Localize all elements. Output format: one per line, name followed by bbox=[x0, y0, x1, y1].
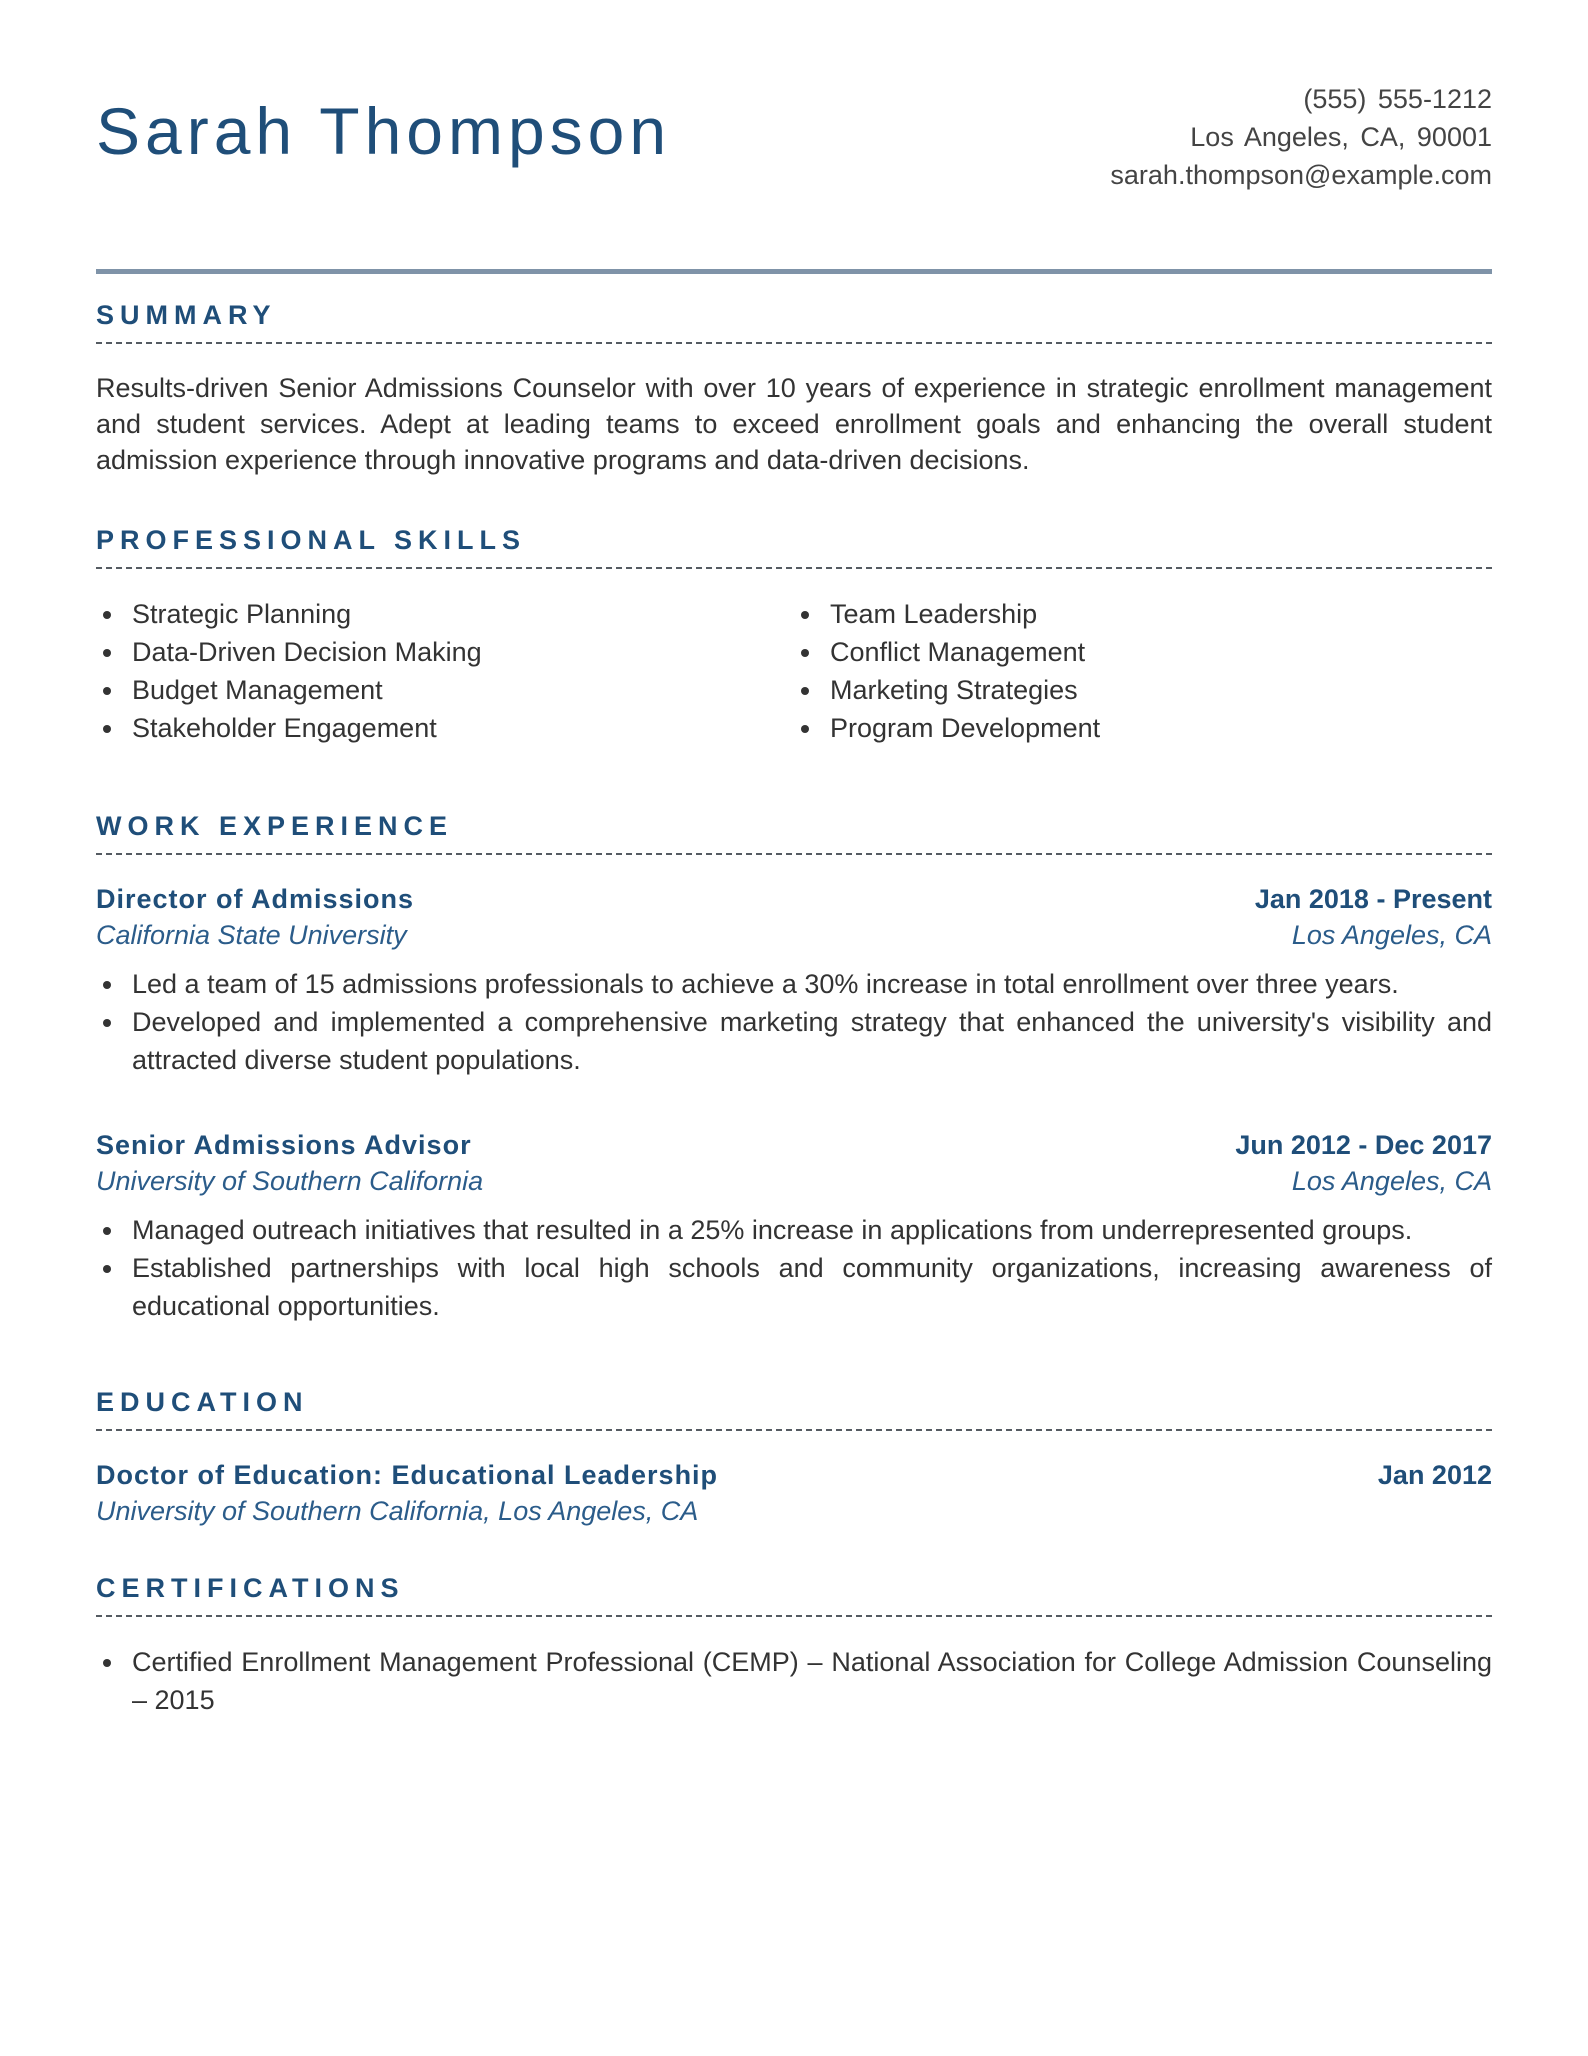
phone-number: (555) 555-1212 bbox=[1303, 84, 1492, 114]
job-organization: California State University bbox=[96, 920, 407, 950]
job-location: Los Angeles, CA bbox=[1291, 920, 1492, 950]
skills-column-right bbox=[794, 595, 1492, 747]
contact-info bbox=[1110, 80, 1492, 194]
education-date: Jan 2012 bbox=[1377, 1460, 1492, 1490]
certifications-list bbox=[96, 1643, 1492, 1719]
certification-item: Certified Enrollment Management Professional (CEMP) – National Association for College Admission Counseling – 2015 bbox=[96, 1643, 1492, 1719]
resume-header bbox=[96, 0, 1492, 190]
job-bullet: Established partnerships with local high schools and community organizations, increasing awareness of educational opportunities. bbox=[96, 1249, 1492, 1325]
header-divider bbox=[96, 269, 1492, 274]
summary-text: Results-driven Senior Admissions Counselor with over 10 years of experience in strategic enrollment management and student services. Adept at leading teams to exceed enrollment goals and enhancing the overall student admission experience through innovative programs and data-driven decisions. bbox=[96, 373, 1492, 475]
education-entry bbox=[96, 1457, 1492, 1529]
job-title: Director of Admissions bbox=[96, 884, 415, 914]
skill-item: Conflict Management bbox=[794, 633, 1492, 671]
skill-item: Program Development bbox=[794, 709, 1492, 747]
job-bullet: Managed outreach initiatives that resulted in a 25% increase in applications from underrepresented groups. bbox=[96, 1211, 1492, 1249]
job-subheader-row bbox=[96, 1163, 1492, 1199]
email-address: sarah.thompson@example.com bbox=[1110, 160, 1492, 190]
skill-item: Strategic Planning bbox=[96, 595, 794, 633]
skill-item: Budget Management bbox=[96, 671, 794, 709]
skills-column-left bbox=[96, 595, 794, 747]
skills-list bbox=[96, 595, 1492, 747]
job-title: Senior Admissions Advisor bbox=[96, 1130, 472, 1160]
experience-heading: WORK EXPERIENCE bbox=[96, 813, 1492, 855]
job-dates: Jun 2012 - Dec 2017 bbox=[1235, 1130, 1492, 1160]
skill-item: Data-Driven Decision Making bbox=[96, 633, 794, 671]
candidate-name: Sarah Thompson bbox=[96, 94, 672, 168]
skill-item: Team Leadership bbox=[794, 595, 1492, 633]
certifications-heading: CERTIFICATIONS bbox=[96, 1575, 1492, 1617]
job-entry bbox=[96, 881, 1492, 1079]
job-bullet: Developed and implemented a comprehensive marketing strategy that enhanced the university's visibility and attracted diverse student populations. bbox=[96, 1003, 1492, 1079]
education-header-row bbox=[96, 1457, 1492, 1493]
summary-heading: SUMMARY bbox=[96, 302, 1492, 344]
skill-item: Marketing Strategies bbox=[794, 671, 1492, 709]
job-header-row bbox=[96, 881, 1492, 917]
job-header-row bbox=[96, 1127, 1492, 1163]
education-heading: EDUCATION bbox=[96, 1389, 1492, 1431]
job-bullets bbox=[96, 965, 1492, 1079]
skill-item: Stakeholder Engagement bbox=[96, 709, 794, 747]
job-bullets bbox=[96, 1211, 1492, 1325]
degree: Doctor of Education: Educational Leadership bbox=[96, 1460, 719, 1490]
education-school: University of Southern California, Los Angeles, CA bbox=[96, 1496, 699, 1526]
job-entry bbox=[96, 1127, 1492, 1325]
job-location: Los Angeles, CA bbox=[1291, 1166, 1492, 1196]
job-subheader-row bbox=[96, 917, 1492, 953]
job-dates: Jan 2018 - Present bbox=[1254, 884, 1492, 914]
job-bullet: Led a team of 15 admissions professionals to achieve a 30% increase in total enrollment over three years. bbox=[96, 965, 1492, 1003]
location: Los Angeles, CA, 90001 bbox=[1190, 122, 1492, 152]
skills-heading: PROFESSIONAL SKILLS bbox=[96, 527, 1492, 569]
job-organization: University of Southern California bbox=[96, 1166, 484, 1196]
